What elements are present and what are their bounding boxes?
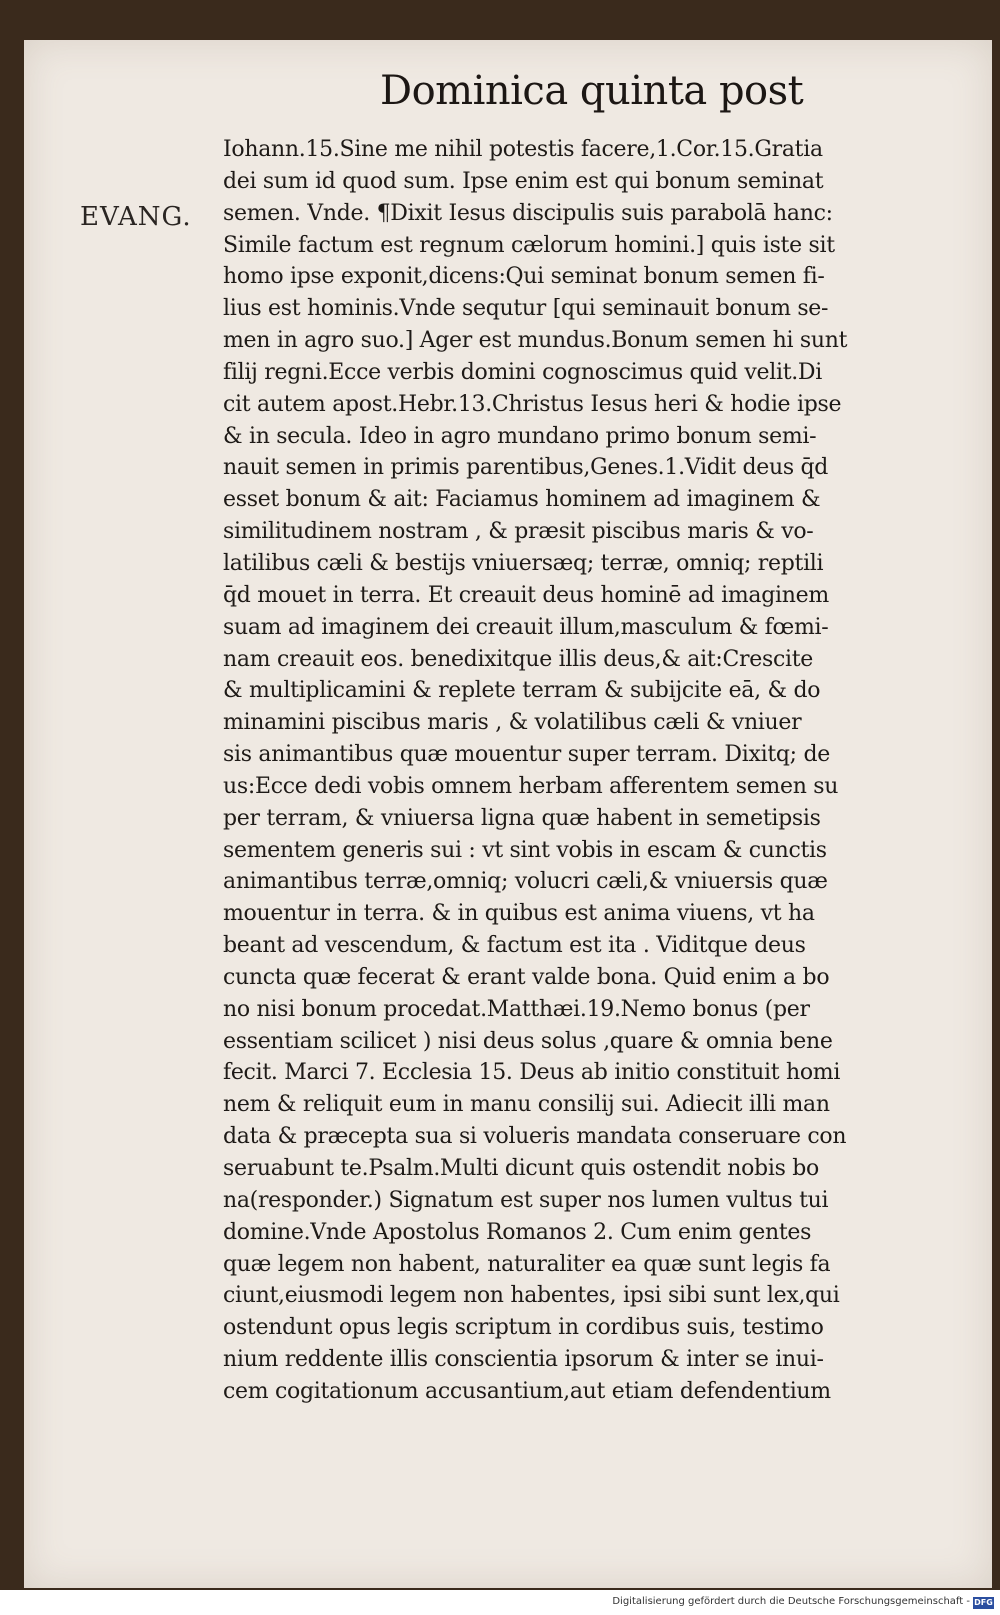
- text-line: fecit. Marci 7. Ecclesia 15. Deus ab initio constituit homi: [223, 1060, 841, 1086]
- text-line: ostendunt opus legis scriptum in cordibus suis, testimo: [223, 1315, 824, 1341]
- text-line: no nisi bonum procedat.Matthæi.19.Nemo bonus (per: [223, 996, 810, 1022]
- text-line: semen. Vnde. ¶Dixit Iesus discipulis suis parabolā hanc:: [223, 200, 833, 226]
- text-line: men in agro suo.] Ager est mundus.Bonum semen hi sunt: [223, 328, 848, 354]
- text-line: cit autem apost.Hebr.13.Christus Iesus heri & hodie ipse: [223, 391, 842, 417]
- body-text: [223, 134, 923, 1408]
- page-heading: Dominica quinta post: [380, 68, 804, 114]
- text-line: seruabunt te.Psalm.Multi dicunt quis ostendit nobis bo: [223, 1156, 819, 1181]
- text-line: Simile factum est regnum cælorum homini.] quis iste sit: [223, 232, 835, 258]
- text-line: quæ legem non habent, naturaliter ea quæ sunt legis fa: [223, 1251, 831, 1277]
- text-line: animantibus terræ,omniq; volucri cæli,& vniuersis quæ: [223, 869, 828, 895]
- text-line: sis animantibus quæ mouentur super terram. Dixitq; de: [223, 742, 830, 768]
- text-line: dei sum id quod sum. Ipse enim est qui bonum seminat: [223, 168, 824, 194]
- text-line: & in secula. Ideo in agro mundano primo bonum semi-: [223, 423, 817, 449]
- text-line: similitudinem nostram , & præsit piscibus maris & vo-: [223, 519, 814, 545]
- text-line: beant ad vescendum, & factum est ita . Viditque deus: [223, 933, 806, 959]
- text-line: cuncta quæ fecerat & erant valde bona. Quid enim a bo: [223, 964, 830, 990]
- text-line: latilibus cæli & bestijs vniuersæq; terræ, omniq; reptili: [223, 550, 824, 576]
- text-line: cem cogitationum accusantium,aut etiam defendentium: [223, 1378, 831, 1404]
- text-line: nium reddente illis conscientia ipsorum & inter se inui-: [223, 1347, 824, 1373]
- text-line: nam creauit eos. benedixitque illis deus,& ait:Crescite: [223, 646, 813, 672]
- text-line: nauit semen in primis parentibus,Genes.1.Vidit deus q̄d: [223, 455, 829, 481]
- text-line: sementem generis sui : vt sint vobis in escam & cunctis: [223, 837, 827, 863]
- text-line: Iohann.15.Sine me nihil potestis facere,1.Cor.15.Gratia: [223, 137, 823, 162]
- text-line: nem & reliquit eum in manu consilij sui. Adiecit illi man: [223, 1092, 830, 1118]
- margin-note: EVANG.: [80, 202, 192, 232]
- text-line: data & præcepta sua si volueris mandata conseruare con: [223, 1124, 847, 1150]
- text-line: esset bonum & ait: Faciamus hominem ad imaginem &: [223, 487, 821, 513]
- text-line: minamini piscibus maris , & volatilibus cæli & vniuer: [223, 710, 802, 736]
- text-line: lius est hominis.Vnde sequtur [qui seminauit bonum se-: [223, 296, 829, 322]
- text-line: domine.Vnde Apostolus Romanos 2. Cum enim gentes: [223, 1219, 812, 1245]
- text-line: & multiplicamini & replete terram & subijcite eā, & do: [223, 678, 821, 704]
- text-line: per terram, & vniuersa ligna quæ habent in semetipsis: [223, 805, 821, 831]
- footer-credit: Digitalisierung gefördert durch die Deutsche Forschungsgemeinschaft -: [612, 1596, 970, 1607]
- text-line: q̄d mouet in terra. Et creauit deus hominē ad imaginem: [223, 582, 829, 608]
- text-line: mouentur in terra. & in quibus est anima viuens, vt ha: [223, 901, 815, 927]
- dfg-logo: DFG: [974, 1598, 993, 1607]
- text-line: ciunt,eiusmodi legem non habentes, ipsi sibi sunt lex,qui: [223, 1283, 840, 1309]
- text-line: filij regni.Ecce verbis domini cognoscimus quid velit.Di: [223, 359, 823, 385]
- text-line: essentiam scilicet ) nisi deus solus ,quare & omnia bene: [223, 1028, 833, 1054]
- text-line: us:Ecce dedi vobis omnem herbam afferentem semen su: [223, 773, 839, 799]
- text-line: suam ad imaginem dei creauit illum,masculum & fœmi-: [223, 614, 829, 640]
- text-line: na(responder.) Signatum est super nos lumen vultus tui: [223, 1187, 829, 1213]
- text-line: homo ipse exponit,dicens:Qui seminat bonum semen fi-: [223, 264, 825, 290]
